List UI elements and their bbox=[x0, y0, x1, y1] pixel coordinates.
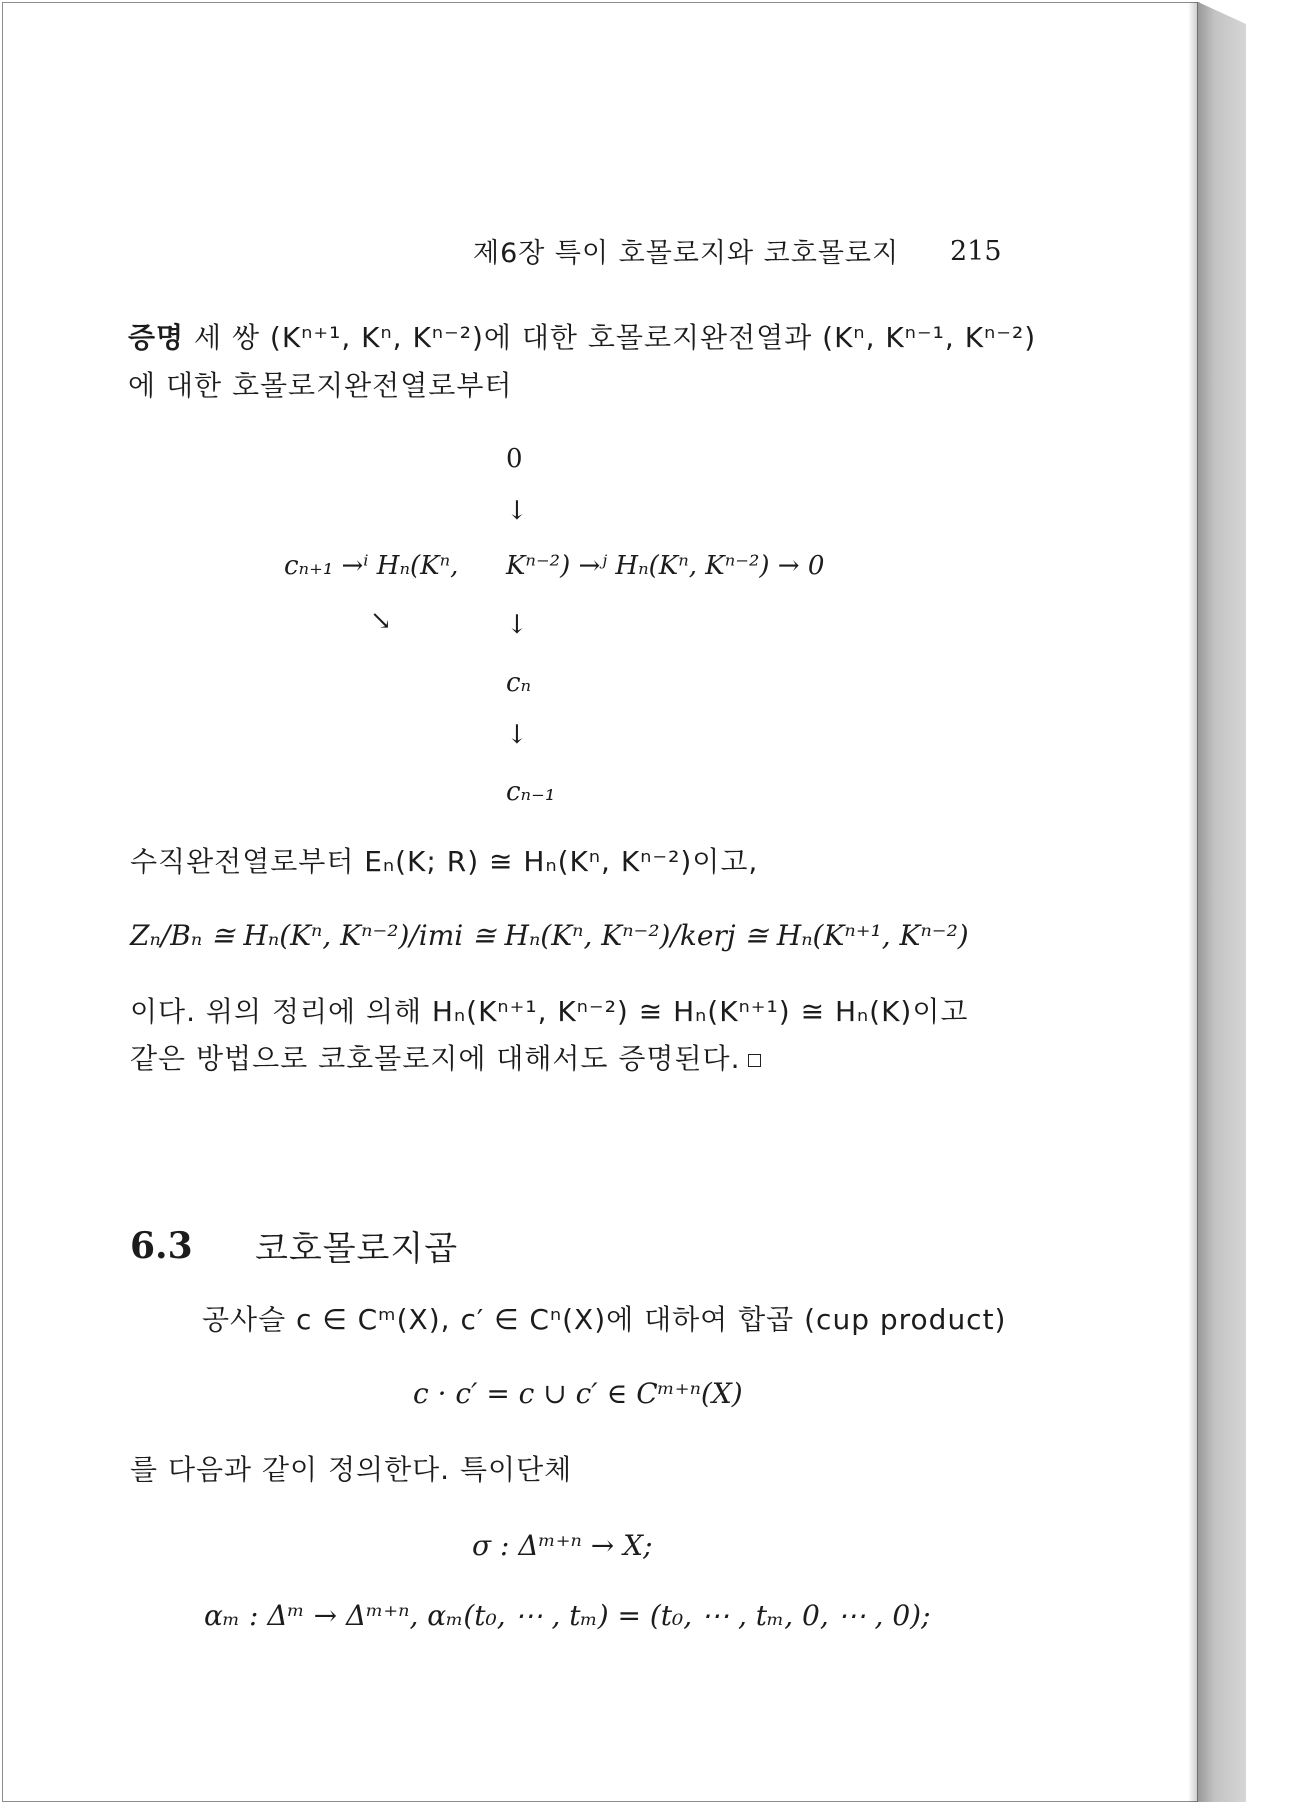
theorem-line-2 bbox=[130, 1042, 761, 1075]
diagram-zero: 0 bbox=[506, 444, 523, 474]
diagram-row-right: Kⁿ⁻²) →ʲ Hₙ(Kⁿ, Kⁿ⁻²) → 0 bbox=[506, 551, 825, 581]
cup-product-formula: c · c′ = c ∪ c′ ∈ Cᵐ⁺ⁿ(X) bbox=[413, 1377, 743, 1410]
proof-line-1-text: 세 쌍 (Kⁿ⁺¹, Kⁿ, Kⁿ⁻²)에 대한 호몰로지완전열과 (Kⁿ, Kⁿ⁻¹, Kⁿ⁻²) bbox=[184, 321, 1037, 354]
page-number: 215 bbox=[950, 236, 1002, 267]
diagram-down-arrow-3: ↓ bbox=[506, 720, 528, 750]
proof-line-2: 에 대한 호몰로지완전열로부터 bbox=[128, 369, 513, 402]
chapter-header: 제6장 특이 호몰로지와 코호몰로지 bbox=[473, 238, 900, 269]
theorem-line-1: 이다. 위의 정리에 의해 Hₙ(Kⁿ⁺¹, Kⁿ⁻²) ≅ Hₙ(Kⁿ⁺¹) ≅ Hₙ(K)이고 bbox=[130, 995, 969, 1028]
diagram-cn: cₙ bbox=[506, 668, 532, 698]
diagram-down-arrow-2: ↓ bbox=[506, 610, 528, 640]
zn-bn-equation: Zₙ/Bₙ ≅ Hₙ(Kⁿ, Kⁿ⁻²)/imi ≅ Hₙ(Kⁿ, Kⁿ⁻²)/kerj ≅ Hₙ(Kⁿ⁺¹, Kⁿ⁻²) bbox=[130, 919, 969, 952]
theorem-line-2-text: 같은 방법으로 코호몰로지에 대해서도 증명된다. bbox=[130, 1042, 741, 1075]
qed-square-icon bbox=[748, 1054, 761, 1067]
diagram-down-arrow-1: ↓ bbox=[506, 496, 528, 526]
section-number: 6.3 bbox=[130, 1225, 193, 1267]
alpha-formula: αₘ : Δᵐ → Δᵐ⁺ⁿ, αₘ(t₀, ⋯ , tₘ) = (t₀, ⋯ , tₘ, 0, ⋯ , 0); bbox=[204, 1599, 931, 1632]
proof-label: 증명 bbox=[128, 321, 185, 354]
proof-line-1 bbox=[128, 321, 1037, 354]
definition-line: 를 다음과 같이 정의한다. 특이단체 bbox=[130, 1453, 573, 1486]
diagram-row-left: cₙ₊₁ →ⁱ Hₙ(Kⁿ, bbox=[284, 551, 459, 581]
diagram-cn-minus-1: cₙ₋₁ bbox=[506, 777, 556, 807]
sigma-formula: σ : Δᵐ⁺ⁿ → X; bbox=[472, 1529, 653, 1562]
section-title: 코호몰로지곱 bbox=[255, 1229, 459, 1269]
cup-product-intro: 공사슬 c ∈ Cᵐ(X), c′ ∈ Cⁿ(X)에 대하여 합곱 (cup product) bbox=[202, 1303, 1007, 1336]
vertical-exact-line: 수직완전열로부터 Eₙ(K; R) ≅ Hₙ(Kⁿ, Kⁿ⁻²)이고, bbox=[130, 845, 759, 878]
diagram-diagonal-arrow: ↘ bbox=[370, 606, 392, 636]
page-edge bbox=[1198, 2, 1246, 1802]
